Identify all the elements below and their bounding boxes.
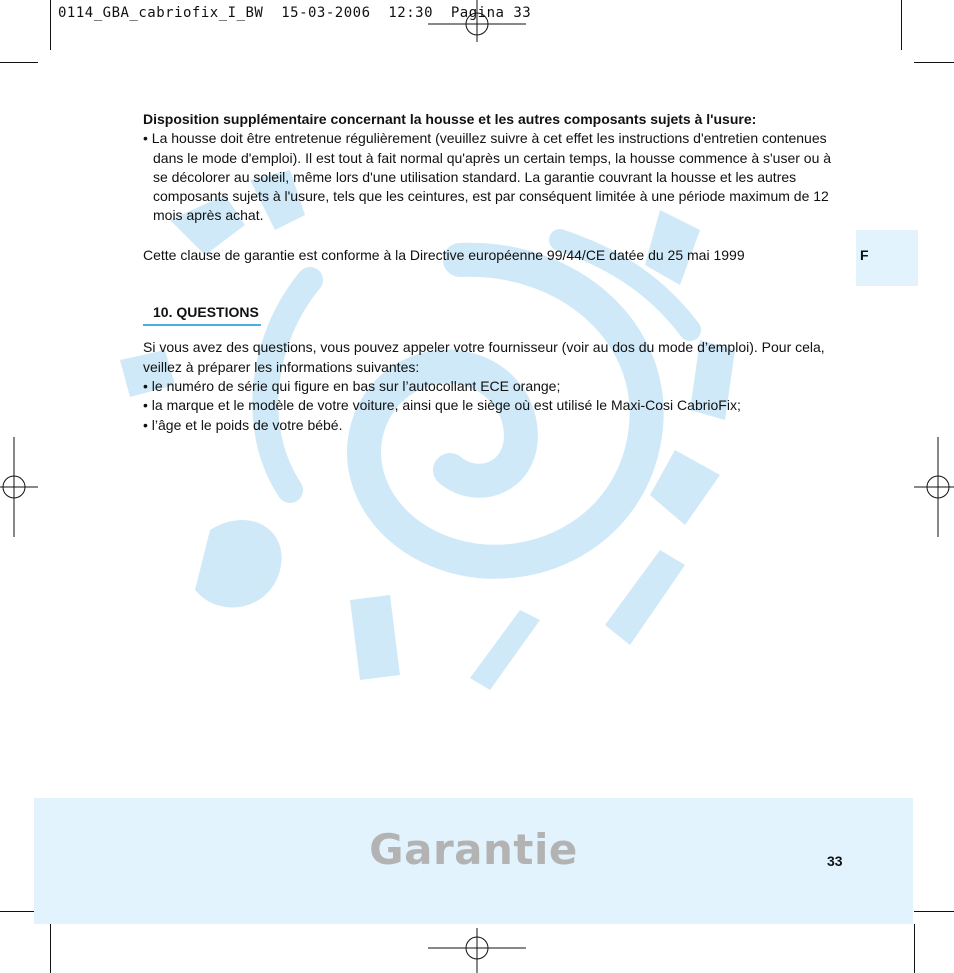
registration-mark-top bbox=[428, 0, 526, 42]
language-tab-letter: F bbox=[860, 247, 869, 263]
registration-mark-right bbox=[914, 437, 954, 537]
wear-parts-bullet: • La housse doit être entretenue régulièrement (veuillez suivre à cet effet les instructions d'entretien contenues dans le mode d'emploi). Il est tout à fait normal qu'après un certain temps, la housse commence à s'user ou à se décolorer au soleil, même lors d'une utilisation standard. La garantie couvrant la housse et les autres composants sujets à l'usure, tels que les ceintures, est par conséquent limitée à une période maximum de 12 mois après achat. bbox=[143, 130, 832, 224]
crop-mark bbox=[0, 62, 38, 63]
page-number: 33 bbox=[827, 853, 843, 869]
crop-mark bbox=[50, 924, 51, 973]
crop-mark bbox=[0, 911, 38, 912]
crop-mark bbox=[901, 0, 902, 50]
crop-mark bbox=[914, 924, 915, 973]
questions-item: • le numéro de série qui figure en bas sur l’autocollant ECE orange; bbox=[143, 377, 561, 394]
footer-title: Garantie bbox=[369, 825, 578, 874]
crop-mark bbox=[914, 62, 954, 63]
questions-item: • l’âge et le poids de votre bébé. bbox=[143, 416, 343, 433]
wear-parts-title: Disposition supplémentaire concernant la housse et les autres composants sujets à l'usure: bbox=[143, 111, 757, 127]
crop-mark bbox=[914, 911, 954, 912]
print-slug: 0114_GBA_cabriofix_I_BW 15-03-2006 12:30 Pagina 33 bbox=[58, 5, 532, 21]
directive-note: Cette clause de garantie est conforme à la Directive européenne 99/44/CE datée du 25 mai 1999 bbox=[143, 246, 745, 263]
main-content bbox=[143, 110, 843, 435]
crop-mark bbox=[50, 0, 51, 50]
questions-item: • la marque et le modèle de votre voiture, ainsi que le siège où est utilisé le Maxi-Cosi CabrioFix; bbox=[143, 397, 741, 414]
questions-heading: 10. QUESTIONS bbox=[143, 303, 261, 326]
registration-mark-left bbox=[0, 437, 38, 537]
questions-intro: Si vous avez des questions, vous pouvez appeler votre fournisseur (voir au dos du mode d’emploi). Pour cela, veillez à préparer les informations suivantes: bbox=[143, 339, 825, 375]
registration-mark-bottom bbox=[428, 928, 526, 973]
footer-band bbox=[34, 798, 913, 924]
language-tab bbox=[856, 230, 918, 286]
